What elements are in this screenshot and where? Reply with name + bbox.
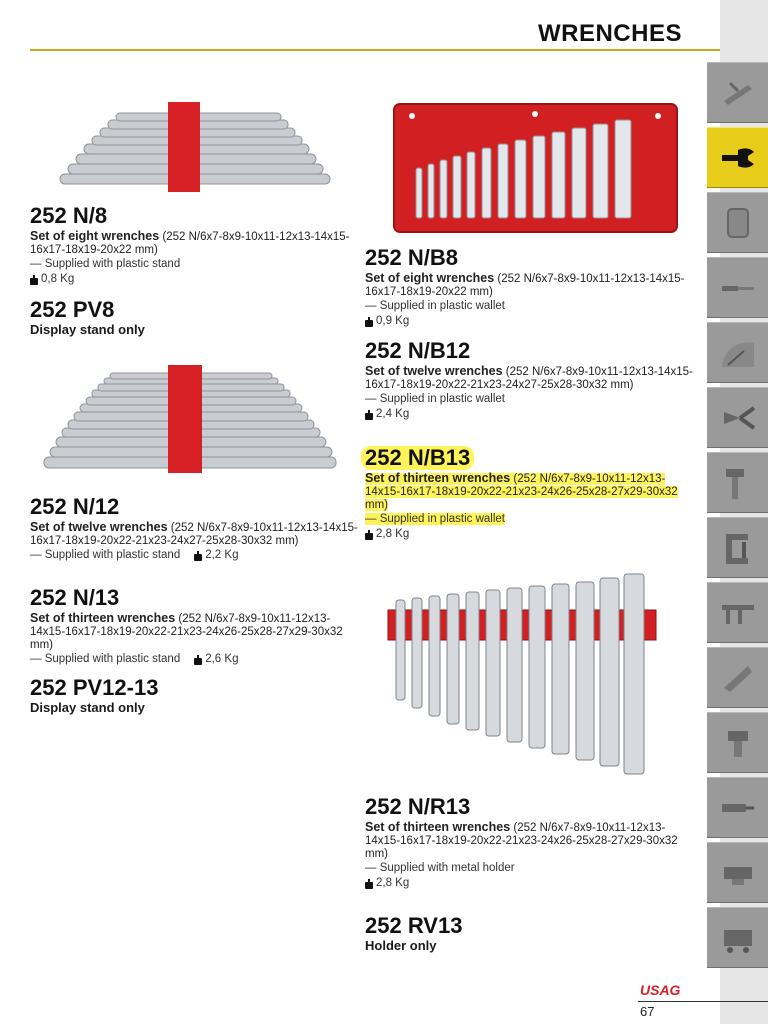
product-sizes: (252 N/6x7-8x9-10x11-12x13-14x15-16x17-18x19-20x22-21x23-24x27-25x28-30x32 mm)	[365, 366, 693, 391]
weight-icon	[365, 879, 373, 889]
product-weight	[365, 407, 695, 422]
weight-icon	[365, 530, 373, 540]
product-code: 252 N/13	[30, 585, 120, 610]
product-title: Set of thirteen wrenches	[365, 471, 511, 485]
product-weight	[194, 652, 238, 667]
product-252-n13	[30, 586, 360, 667]
tab-pliers[interactable]	[707, 387, 768, 448]
product-description	[30, 521, 360, 548]
page-title: WRENCHES	[537, 20, 682, 47]
weight-value: 0,8 Kg	[41, 273, 75, 285]
puller-icon	[718, 723, 758, 763]
product-description	[365, 472, 695, 512]
cutter-icon	[718, 658, 758, 698]
hammer-icon	[718, 463, 758, 503]
torque-gauge-icon	[718, 333, 758, 373]
weight-value: 2,2 Kg	[205, 549, 239, 561]
product-weight	[194, 548, 238, 563]
socket-icon	[718, 203, 758, 243]
product-subtitle: Display stand only	[30, 700, 145, 715]
product-subtitle: Display stand only	[30, 322, 145, 337]
product-description	[365, 821, 695, 861]
product-weight	[30, 272, 360, 287]
product-note	[365, 512, 695, 527]
product-sizes: (252 N/6x7-8x9-10x11-12x13-14x15-16x17-18x19-20x22-21x23-24x27-25x28-30x32 mm)	[30, 522, 358, 547]
product-description	[365, 365, 695, 392]
usag-logo	[640, 982, 682, 998]
weight-icon	[30, 275, 38, 285]
product-note: — Supplied with plastic stand	[30, 653, 181, 665]
product-photo-nr13	[384, 570, 660, 792]
svg-text:USAG: USAG	[640, 982, 681, 998]
product-252-nb8	[365, 246, 695, 329]
product-weight	[365, 314, 695, 329]
tab-hammers[interactable]	[707, 452, 768, 513]
screwdriver-icon	[718, 268, 758, 308]
product-code: 252 RV13	[365, 913, 463, 938]
product-note: — Supplied in plastic wallet	[365, 300, 505, 312]
weight-value: 2,6 Kg	[205, 653, 239, 665]
weight-value: 0,9 Kg	[376, 315, 410, 327]
tab-calipers[interactable]	[707, 582, 768, 643]
product-photo-n12	[38, 365, 343, 480]
weight-value: 2,4 Kg	[376, 408, 410, 420]
product-note: — Supplied with plastic stand	[30, 549, 181, 561]
product-code: 252 N/B12	[365, 338, 471, 363]
product-weight	[365, 876, 695, 891]
product-meta-row	[30, 652, 360, 667]
weight-icon	[365, 317, 373, 327]
tab-sockets[interactable]	[707, 192, 768, 253]
product-252-n12	[30, 495, 360, 563]
tab-measuring-tools[interactable]	[707, 62, 768, 123]
measuring-tools-icon	[718, 73, 758, 113]
product-sizes: (252 N/6x7-8x9-10x11-12x13-14x15-16x17-18x19-20x22-21x23-24x26-25x28-27x29-30x32 mm)	[30, 613, 343, 651]
product-title: Set of twelve wrenches	[365, 364, 503, 378]
page-number: 67	[640, 1004, 655, 1019]
weight-icon	[194, 655, 202, 665]
vise-icon	[718, 853, 758, 893]
product-code: 252 N/B8	[365, 245, 458, 270]
product-252-nb12	[365, 339, 695, 422]
highlighted-code: 252 N/B13	[361, 446, 474, 470]
highlighted-note: — Supplied in plastic wallet	[365, 513, 505, 525]
product-meta-row	[30, 548, 360, 563]
grease-gun-icon	[718, 788, 758, 828]
pliers-icon	[718, 398, 758, 438]
product-photo-n8	[40, 100, 340, 200]
product-sizes: (252 N/6x7-8x9-10x11-12x13-14x15-16x17-18x19-20x22 mm)	[30, 231, 350, 256]
weight-icon	[365, 410, 373, 420]
product-sizes: (252 N/6x7-8x9-10x11-12x13-14x15-16x17-18x19-20x22-21x23-24x26-25x28-27x29-30x32 mm)	[365, 473, 678, 511]
product-code	[365, 446, 695, 470]
weight-value: 2,8 Kg	[376, 528, 410, 540]
product-252-nr13	[365, 795, 695, 891]
product-sizes: (252 N/6x7-8x9-10x11-12x13-14x15-16x17-18x19-20x22 mm)	[365, 273, 685, 298]
open-end-wrench-icon	[718, 138, 758, 178]
product-252-n8	[30, 204, 360, 287]
product-252-pv8	[30, 298, 360, 337]
product-252-pv12-13	[30, 676, 360, 715]
tab-workshop[interactable]	[707, 907, 768, 968]
product-code: 252 PV12-13	[30, 675, 159, 700]
product-note: — Supplied in plastic wallet	[365, 393, 505, 405]
product-code: 252 N/R13	[365, 794, 471, 819]
product-code: 252 N/8	[30, 203, 108, 228]
product-photo-nb8	[392, 102, 679, 234]
tab-lubrication[interactable]	[707, 777, 768, 838]
product-252-rv13	[365, 914, 695, 953]
product-note: — Supplied with plastic stand	[30, 258, 181, 270]
clamp-icon	[718, 528, 758, 568]
product-title: Set of eight wrenches	[365, 271, 495, 285]
trolley-icon	[718, 918, 758, 958]
product-code: 252 PV8	[30, 297, 115, 322]
product-title: Set of thirteen wrenches	[365, 820, 511, 834]
product-description	[30, 230, 360, 257]
product-title: Set of thirteen wrenches	[30, 611, 176, 625]
footer-rule	[638, 1001, 768, 1002]
product-note: — Supplied with metal holder	[365, 862, 515, 874]
tab-vises[interactable]	[707, 842, 768, 903]
weight-value: 2,8 Kg	[376, 877, 410, 889]
product-subtitle: Holder only	[365, 938, 437, 953]
product-title: Set of eight wrenches	[30, 229, 160, 243]
product-title: Set of twelve wrenches	[30, 520, 168, 534]
product-weight	[365, 527, 695, 542]
tab-screwdrivers[interactable]	[707, 257, 768, 318]
tab-pullers[interactable]	[707, 712, 768, 773]
product-sizes: (252 N/6x7-8x9-10x11-12x13-14x15-16x17-18x19-20x22-21x23-24x26-25x28-27x29-30x32 mm)	[365, 822, 678, 860]
weight-icon	[194, 551, 202, 561]
tab-cutters[interactable]	[707, 647, 768, 708]
tab-wrenches[interactable]	[707, 127, 768, 188]
tab-torque[interactable]	[707, 322, 768, 383]
product-code: 252 N/12	[30, 494, 120, 519]
product-252-nb13	[365, 446, 695, 542]
caliper-icon	[718, 593, 758, 633]
header-rule	[30, 49, 720, 51]
product-description	[30, 612, 360, 652]
tab-clamps[interactable]	[707, 517, 768, 578]
product-description	[365, 272, 695, 299]
